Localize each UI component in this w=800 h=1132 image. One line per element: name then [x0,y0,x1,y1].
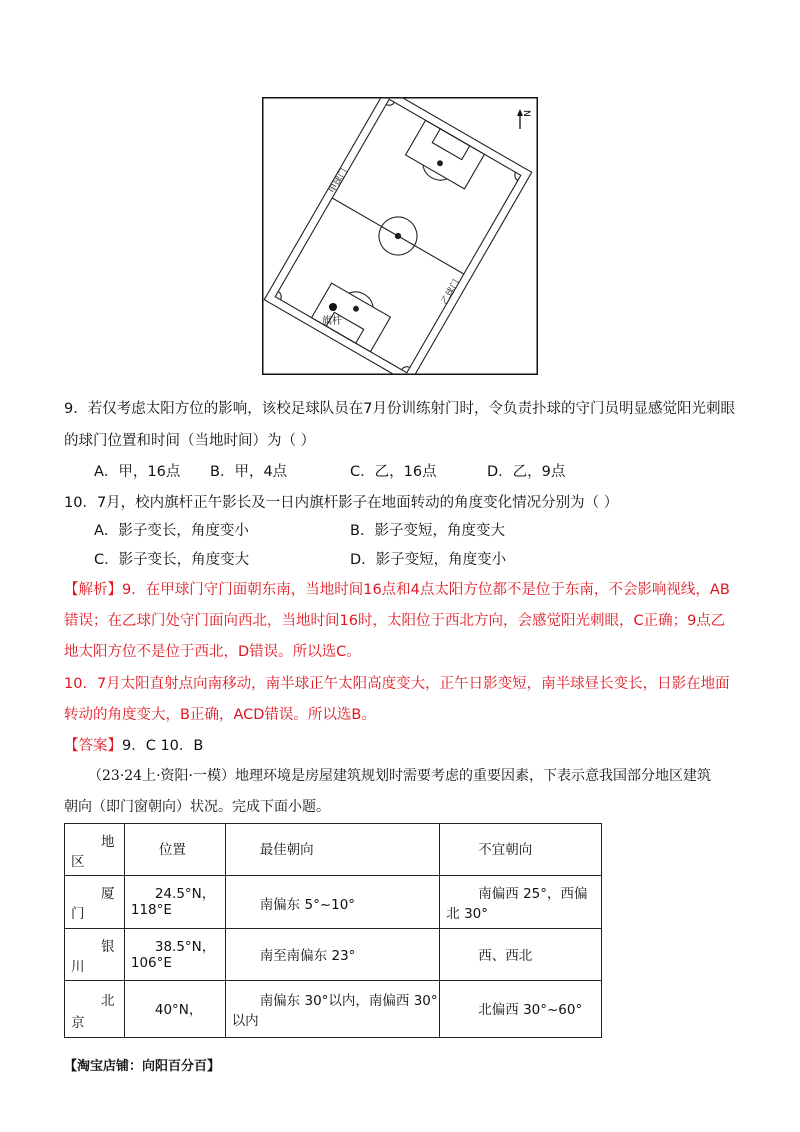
football-field-diagram [262,97,538,375]
q9-stem-line1: 9．若仅考虑太阳方位的影响，该校足球队员在7月份训练射门时，令负责扑球的守门员明显感觉阳光刺眼 [64,401,735,417]
header-unsuitable [440,824,602,876]
table-row [65,876,602,929]
region-b: 川 [71,959,85,975]
analysis-line1 [64,580,730,600]
position-b: 106°E [130,955,172,971]
table-header-row [65,824,602,876]
answer-tag: 【答案】 [64,738,122,754]
position-b: 118°E [130,902,172,918]
header-unsuitable-text: 不宜朝向 [478,842,533,858]
q10-option-c: C．影子变长，角度变大 [94,552,250,568]
region-a: 北 [101,993,115,1009]
goal-b-label: 乙球门 [439,278,463,307]
best-a: 南至南偏东 23° [259,948,356,964]
q9-option-a: A．甲，16点 [94,464,181,480]
position-a: 24.5°N， [154,886,216,902]
q10-stem: 10．7月，校内旗杆正午影长及一日内旗杆影子在地面转动的角度变化情况分别为（ ） [64,495,619,511]
best-a: 南偏东 5°~10° [259,897,356,913]
q9-option-b: B．甲，4点 [210,464,288,480]
analysis-line3: 地太阳方位不是位于西北，D错误。所以选C。 [64,644,361,660]
header-best [225,824,440,876]
answer-line [64,736,203,756]
north-label: N [521,110,531,117]
shop-footer: 【淘宝店铺：向阳百分百】 [64,1059,221,1074]
flagpole-label: 旗杆 [322,316,342,327]
region-a: 银 [101,939,115,955]
orientation-table [64,823,602,1038]
position-a: 38.5°N， [154,939,216,955]
header-region-a: 地 [101,834,115,850]
position-a: 40°N， [154,1002,203,1018]
intro-line1: （23·24上·资阳·一模）地理环境是房屋建筑规划时需要考虑的重要因素，下表示意我国部分地区建筑 [88,768,711,784]
header-region-b: 区 [71,854,85,870]
analysis-line2: 错误；在乙球门处守门面向西北，当地时间16时，太阳位于西北方向，会感觉阳光刺眼，C正确；9点乙 [64,613,726,629]
bad-a: 北偏西 30°~60° [478,1002,583,1018]
bad-a: 西、西北 [478,948,533,964]
region-b: 京 [71,1015,85,1031]
header-position [124,824,225,876]
answer-text: 9．C 10．B [122,738,204,754]
intro-line2: 朝向（即门窗朝向）状况。完成下面小题。 [64,799,330,815]
q10-option-b: B．影子变短，角度变大 [350,523,505,539]
table-row [65,929,602,981]
q10-option-a: A．影子变长，角度变小 [94,523,249,539]
bad-a: 南偏西 25°，西偏 [478,886,588,902]
bad-b: 北 30° [446,906,489,922]
q9-stem-line2: 的球门位置和时间（当地时间）为（ ） [64,433,316,449]
goal-a-label: 甲球门 [327,167,351,196]
header-region [65,824,125,876]
analysis-text-1: 9．在甲球门守门面朝东南，当地时间16点和4点太阳方位都不是位于东南，不会影响视线，AB [122,582,730,598]
analysis-line5: 转动的角度变大，B正确，ACD错误。所以选B。 [64,707,376,723]
q9-option-d: D．乙，9点 [487,464,566,480]
q10-option-d: D．影子变短，角度变小 [350,552,507,568]
analysis-line4: 10．7月太阳直射点向南移动，南半球正午太阳高度变大，正午日影变短，南半球昼长变长，日影在地面 [64,676,730,692]
best-a: 南偏东 30°以内，南偏西 30° [259,993,438,1009]
table-row [65,981,602,1038]
best-b: 以内 [231,1013,259,1029]
analysis-tag: 【解析】 [64,582,122,598]
header-best-text: 最佳朝向 [259,842,314,858]
region-a: 厦 [101,886,115,902]
q9-option-c: C．乙，16点 [350,464,437,480]
header-position-text: 位置 [158,842,186,858]
flagpole-dot [329,303,337,311]
region-b: 门 [71,906,85,922]
